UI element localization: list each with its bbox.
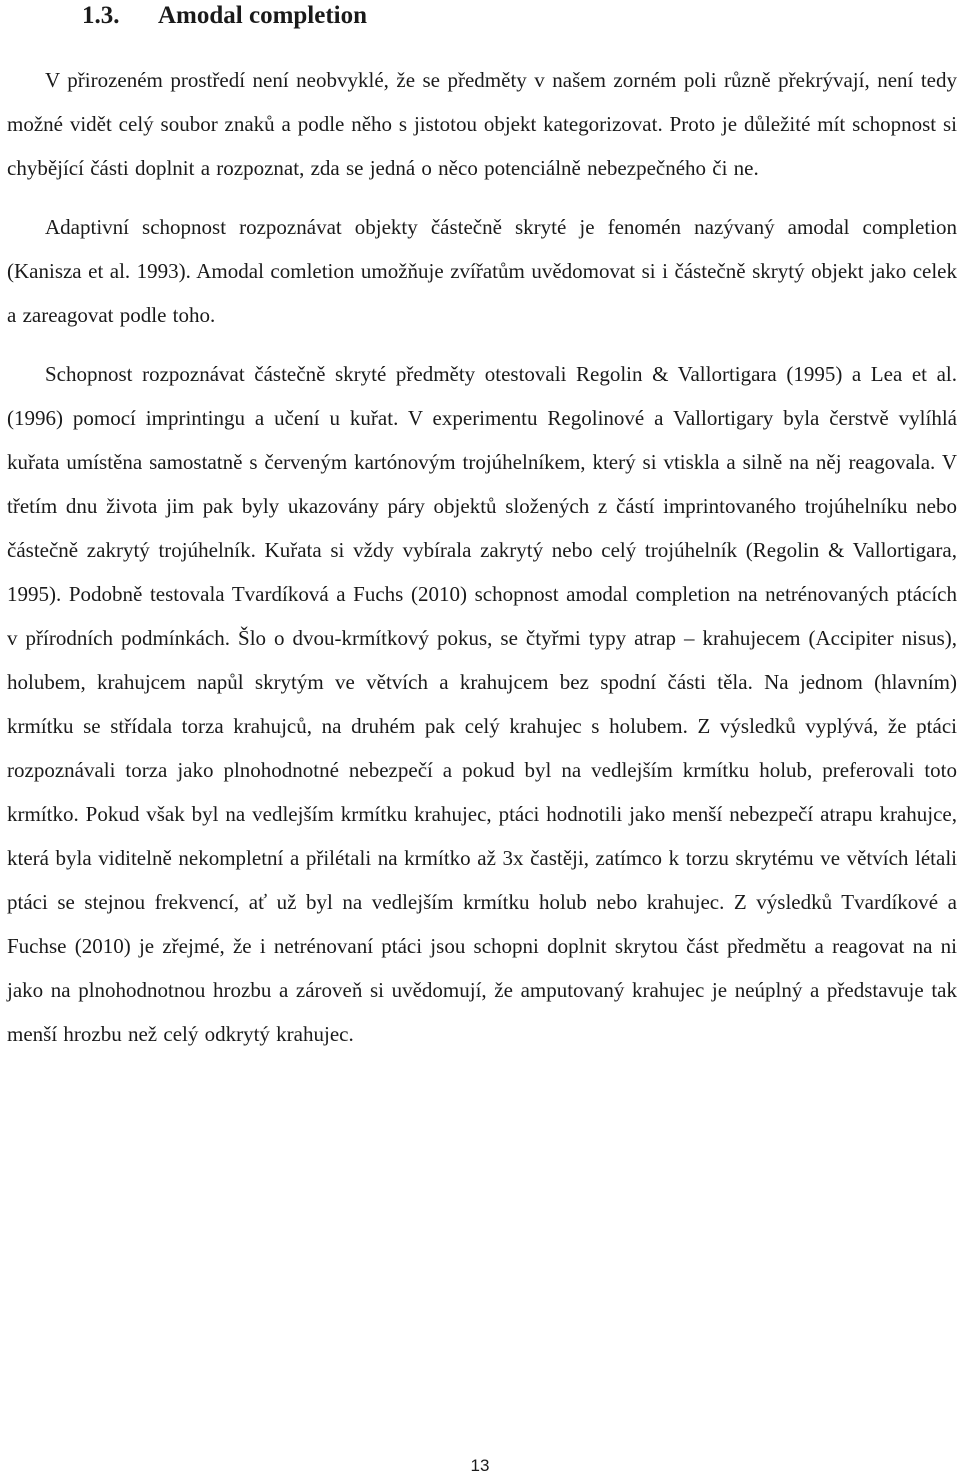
paragraph-adaptive-ability: Adaptivní schopnost rozpoznávat objekty částečně skryté je fenomén nazývaný amodal completion (Kanisza et al. 1993). Amodal comletion umožňuje zvířatům uvědomovat si i částečně skrytý objekt jako celek a zareagovat podle toho.	[7, 215, 957, 327]
body-text	[7, 58, 957, 1071]
section-heading	[82, 0, 367, 32]
section-number: 1.3.	[82, 2, 120, 29]
paragraph-intro: V přirozeném prostředí není neobvyklé, že se předměty v našem zorném poli různě překrývají, není tedy možné vidět celý soubor znaků a podle něho s jistotou objekt kategorizovat. Proto je důležité mít schopnost si chybějící části doplnit a rozpoznat, zda se jedná o něco potenciálně nebezpečného či ne.	[7, 68, 957, 180]
section-title: Amodal completion	[158, 2, 368, 29]
page-number: 13	[470, 1456, 490, 1475]
paragraph-experiments: Schopnost rozpoznávat částečně skryté předměty otestovali Regolin & Vallortigara (1995) a Lea et al. (1996) pomocí imprintingu a učení u kuřat. V experimentu Regolinové a Vallortigary byla čerstvě vylíhlá kuřata umístěna samostatně s červeným kartónovým trojúhelníkem, který si vtiskla a silně na něj reagovala. V třetím dnu života jim pak byly ukazovány páry objektů složených z částí imprintovaného trojúhelníku nebo částečně zakrytý trojúhelník. Kuřata si vždy vybírala zakrytý nebo celý trojúhelník (Regolin & Vallortigara, 1995). Podobně testovala Tvardíková a Fuchs (2010) schopnost amodal completion na netrénovaných ptácích v přírodních podmínkách. Šlo o dvou-krmítkový pokus, se čtyřmi typy atrap – krahujecem (Accipiter nisus), holubem, krahujcem napůl skrytým ve větvích a krahujcem bez spodní části těla. Na jednom (hlavním) krmítku se střídala torza krahujců, na druhém pak celý krahujec s holubem. Z výsledků vyplývá, že ptáci rozpoznávali torza jako plnohodnotné nebezpečí a pokud byl na vedlejším krmítku holub, preferovali toto krmítko. Pokud však byl na vedlejším krmítku krahujec, ptáci hodnotili jako menší nebezpečí atrapu krahujce, která byla viditelně nekompletní a přilétali na krmítko až 3x častěji, zatímco k torzu skrytému ve větvích létali ptáci se stejnou frekvencí, ať už byl na vedlejším krmítku holub nebo krahujec. Z výsledků Tvardíkové a Fuchse (2010) je zřejmé, že i netrénovaní ptáci jsou schopni doplnit skrytou část předmětu a reagovat na ni jako na plnohodnotnou hrozbu a zároveň si uvědomují, že amputovaný krahujec je neúplný a představuje tak menší hrozbu než celý odkrytý krahujec.	[7, 362, 957, 1046]
